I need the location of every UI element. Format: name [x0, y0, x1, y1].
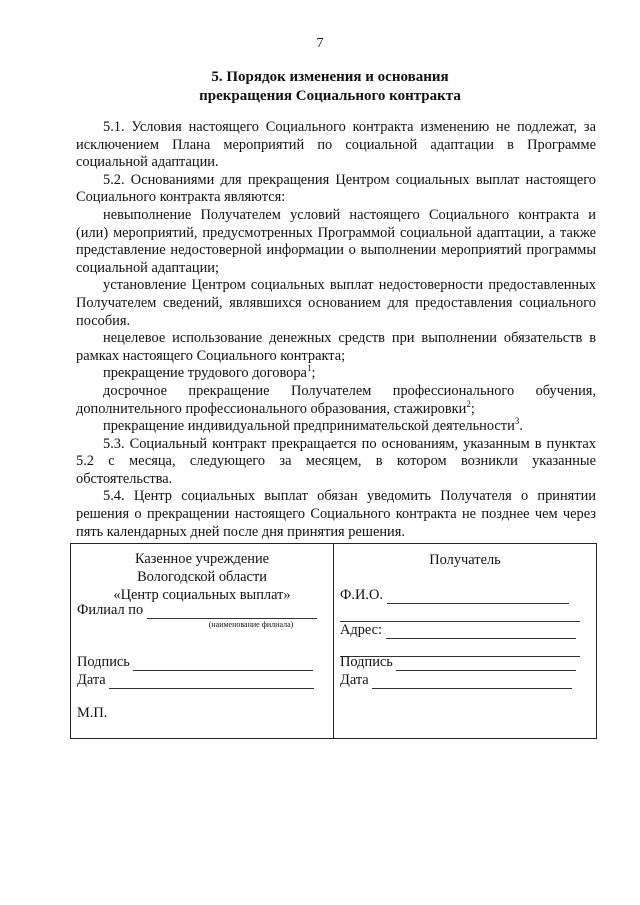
recipient-cell [334, 544, 597, 739]
provider-date-row [77, 672, 314, 689]
recipient-address-row [340, 622, 576, 639]
punctuation: ; [470, 400, 475, 417]
heading-line-2: прекращения Социального контракта [199, 88, 461, 104]
branch-hint: (наименование филиала) [208, 620, 294, 629]
branch-row [77, 602, 317, 619]
recipient-signature-row [340, 654, 576, 671]
recipient-date-field[interactable] [372, 687, 572, 689]
provider-signature-field[interactable] [133, 669, 313, 671]
provider-organization [71, 550, 333, 604]
punctuation: . [519, 418, 523, 435]
signature-label: Подпись [77, 654, 130, 670]
ground-training-termination [76, 383, 596, 418]
provider-signature-row [77, 654, 313, 671]
recipient-address-field[interactable] [386, 637, 576, 639]
signature-label: Подпись [340, 654, 393, 670]
footnote-mark: 2 [466, 398, 471, 409]
recipient-title: Получатель [429, 552, 501, 568]
address-label: Адрес: [340, 622, 383, 638]
recipient-date-row [340, 672, 572, 689]
paragraph-5-3: 5.3. Социальный контракт прекращается по основаниям, указанным в пунктах 5.2 с месяца, следующего за месяцем, в котором возникли указанные обстоятельства. [76, 435, 596, 487]
paragraph-5-4: 5.4. Центр социальных выплат обязан уведомить Получателя о принятии решения о прекращении настоящего Социального контракта не позднее чем через пять календарных дней после дня принятия решения. [76, 488, 596, 540]
name-label: Ф.И.О. [340, 587, 383, 603]
ground-employment-termination [76, 365, 596, 383]
page-number: 7 [316, 36, 324, 51]
ground-text: досрочное прекращение Получателем профессионального обучения, дополнительного профессионального образования, стажировки [76, 382, 596, 417]
paragraph-5-1: 5.1. Условия настоящего Социального контракта изменению не подлежат, за исключением Плана мероприятий по социальной адаптации в Программе социальной адаптации. [76, 119, 596, 171]
org-line-3: «Центр социальных выплат» [113, 587, 291, 603]
heading-line-1: 5. Порядок изменения и основания [211, 69, 449, 85]
ground-business-termination [76, 418, 596, 436]
ground-text: прекращение индивидуальной предпринимательской деятельности [103, 418, 515, 435]
recipient-name-field[interactable] [387, 602, 569, 604]
date-label: Дата [77, 672, 106, 688]
signature-table [70, 543, 597, 739]
org-line-2: Вологодской области [137, 569, 267, 585]
provider-cell [71, 544, 334, 739]
recipient-signature-field[interactable] [396, 669, 576, 671]
ground-misuse-of-funds: нецелевое использование денежных средств при выполнении обязательств в рамках настоящего Социального контракта; [76, 330, 596, 364]
ground-non-fulfillment: невыполнение Получателем условий настоящего Социального контракта и (или) мероприятий, предусмотренных Программой социальной адаптации, а также представление недостоверной информации о выполнении мероприятий программы социальной адаптации; [76, 206, 596, 276]
section-heading [80, 68, 580, 106]
seal-label: М.П. [77, 705, 108, 721]
date-label: Дата [340, 672, 369, 688]
footnote-mark: 1 [306, 363, 312, 374]
section-body [76, 119, 596, 541]
ground-text: прекращение трудового договора [103, 365, 307, 382]
recipient-name-row [340, 587, 569, 604]
ground-false-information: установление Центром социальных выплат недостоверности предоставленных Получателем сведений, являвшихся основанием для предоставления социального пособия. [76, 277, 596, 329]
punctuation: ; [311, 365, 316, 382]
branch-field[interactable] [147, 617, 317, 619]
paragraph-5-2: 5.2. Основаниями для прекращения Центром социальных выплат настоящего Социального контракта являются: [76, 171, 596, 206]
org-line-1: Казенное учреждение [134, 551, 270, 567]
branch-label: Филиал по [77, 602, 144, 618]
footnote-mark: 3 [514, 416, 520, 427]
provider-date-field[interactable] [109, 687, 314, 689]
